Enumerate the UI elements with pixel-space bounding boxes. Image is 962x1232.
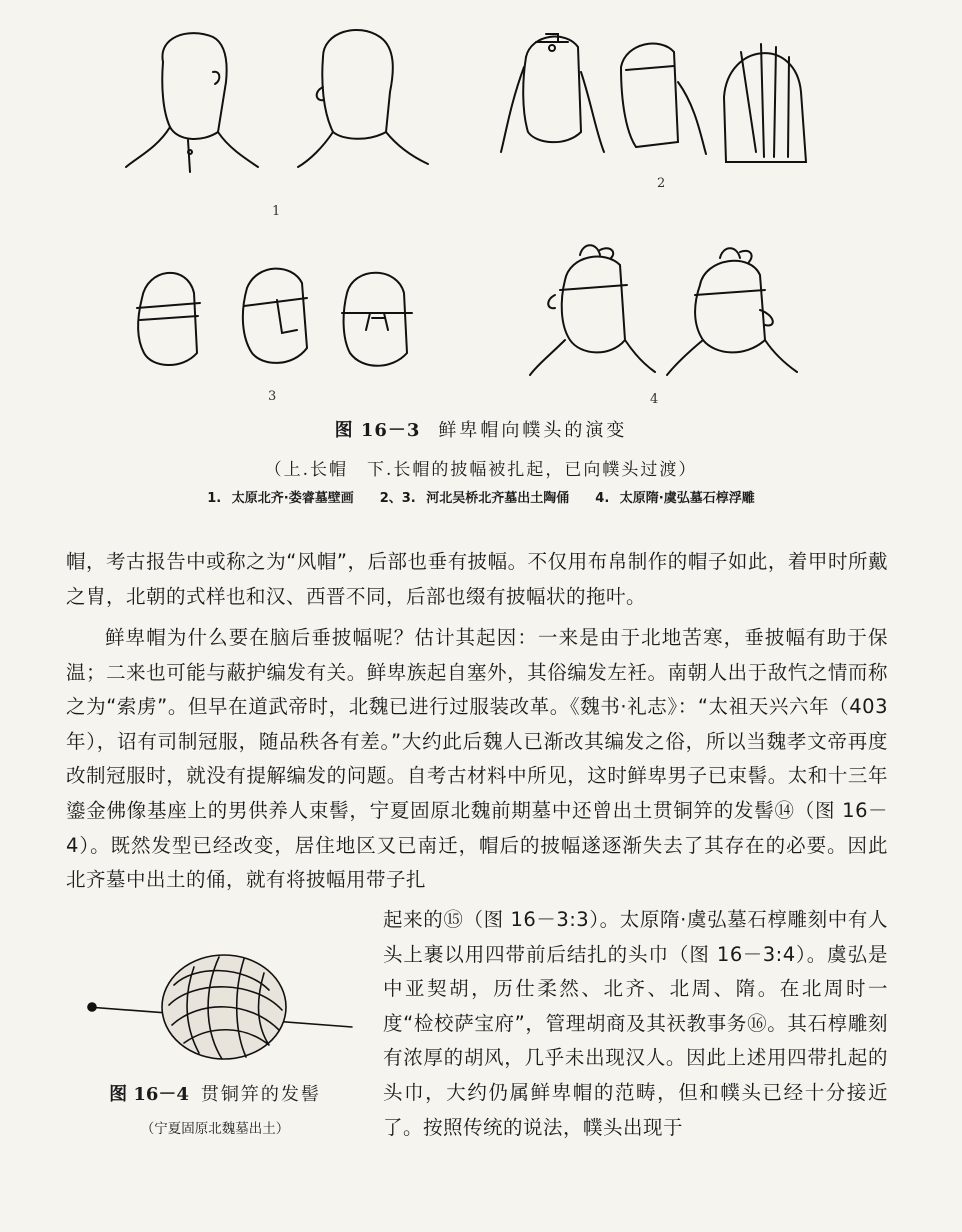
figure-16-3-credits: 1. 太原北齐·娄睿墓壁画 2、3. 河北吴桥北齐墓出土陶俑 4. 太原隋·虞弘墓石椁浮雕: [207, 491, 755, 506]
figure-16-3-group-4-drawing: [525, 240, 805, 380]
figure-16-3-group-1-drawing: [118, 22, 438, 187]
figure-16-3-group-2-drawing: [496, 22, 876, 172]
figure-16-3-group-3-drawing: [122, 258, 422, 378]
body-paragraph-3: 起来的⑮（图 16－3:3）。太原隋·虞弘墓石椁雕刻中有人头上裹以用四带前后结扎的头巾（图 16－3:4）。虞弘是中亚契胡，历仕柔然、北齐、北周、隋。在北周时一度“检校萨宝府”，管理胡商及其祆教事务⑯。其石椁雕刻有浓厚的胡风，几乎未出现汉人。因此上述用四带扎起的头巾，大约仍属鲜卑帽的范畴，但和幞头已经十分接近了。按照传统的说法，幞头出现于: [383, 908, 888, 1139]
figure-group-label-3: 3: [268, 389, 277, 404]
figure-group-label-4: 4: [650, 392, 659, 407]
figure-group-label-2: 2: [657, 176, 666, 191]
figure-16-4-caption: [84, 1080, 346, 1106]
figure-group-label-1: 1: [272, 204, 281, 219]
figure-16-3-number: 图 16－3: [334, 420, 421, 441]
figure-16-4-hair-bun-drawing: [84, 945, 364, 1065]
figure-16-4-title: 贯铜笄的发髻: [200, 1084, 321, 1105]
figure-16-3-subtitle: （上.长帽 下.长帽的披幅被扎起，已向幞头过渡）: [264, 460, 698, 480]
figure-16-3-title: 鲜卑帽向幞头的演变: [438, 420, 628, 441]
figure-16-4-subtitle: （宁夏固原北魏墓出土）: [140, 1121, 290, 1137]
figure-16-4-number: 图 16－4: [109, 1084, 189, 1105]
figure-16-3-caption: [0, 416, 962, 442]
body-paragraph-1: 帽，考古报告中或称之为“风帽”，后部也垂有披幅。不仅用布帛制作的帽子如此，着甲时所戴之胄，北朝的式样也和汉、西晋不同，后部也缀有披幅状的拖叶。: [66, 550, 888, 608]
body-paragraph-2: 鲜卑帽为什么要在脑后垂披幅呢？估计其起因：一来是由于北地苦寒，垂披幅有助于保温；二来也可能与蔽护编发有关。鲜卑族起自塞外，其俗编发左衽。南朝人出于敌忾之情而称之为“索虏”。但早在道武帝时，北魏已进行过服装改革。《魏书·礼志》：“太祖天兴六年（403 年），诏有司制冠服，随品秩各有差。”大约此后魏人已渐改其编发之俗，所以当魏孝文帝再度改制冠服时，就没有提解编发的问题。自考古材料中所见，这时鲜卑男子已束髻。太和十三年鎏金佛像基座上的男供养人束髻，宁夏固原北魏前期墓中还曾出土贯铜笄的发髻⑭（图 16－4）。既然发型已经改变，居住地区又已南迁，帽后的披幅遂逐渐失去了其存在的必要。因此北齐墓中出土的俑，就有将披幅用带子扎: [66, 626, 888, 892]
